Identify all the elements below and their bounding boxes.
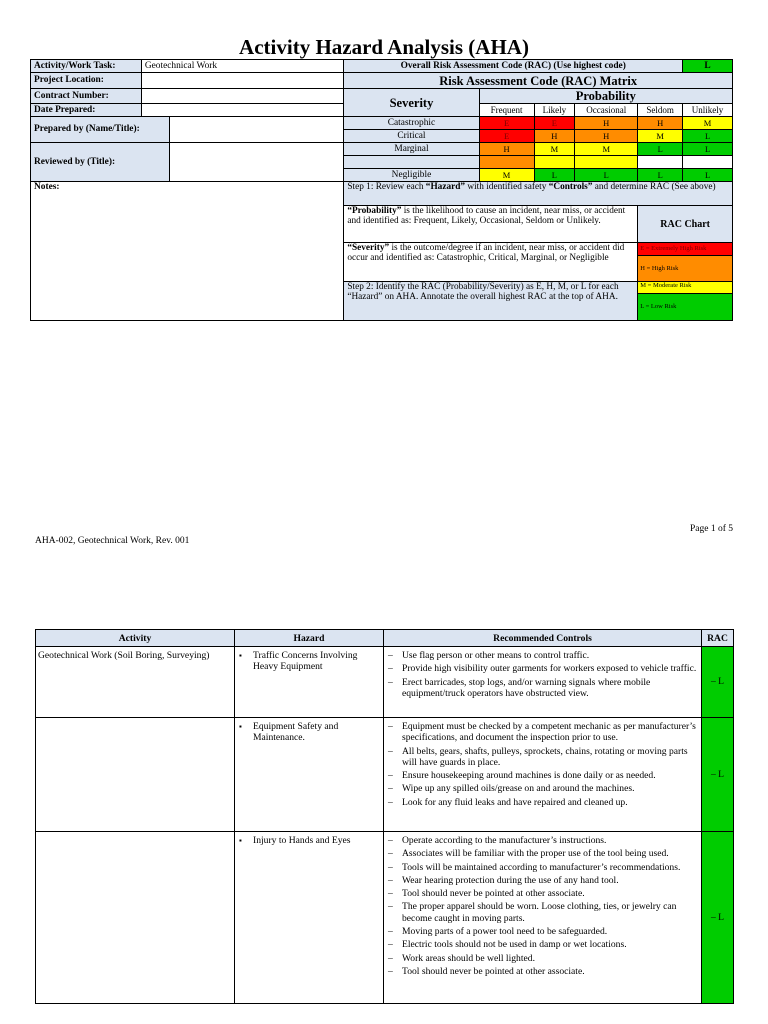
project-location-label: Project Location:	[31, 73, 142, 89]
control-item: – Associates will be familiar with the proper use of the tool being used.	[386, 848, 699, 859]
control-item: – Erect barricades, stop logs, and/or warning signals where mobile equipment/truck operators have obstructed view.	[386, 677, 699, 700]
rac-cell-blank	[534, 156, 575, 169]
severity-catastrophic: Catastrophic	[344, 117, 479, 130]
overall-rac-label: Overall Risk Assessment Code (RAC) (Use highest code)	[344, 60, 683, 73]
hazard-header: Hazard	[235, 630, 384, 647]
aha-header-table	[30, 59, 733, 321]
date-prepared-field[interactable]	[141, 104, 343, 117]
rac-value: – L	[702, 832, 734, 1004]
control-item: – Equipment must be checked by a competent mechanic as per manufacturer’s specifications, and document the inspection prior to use.	[386, 721, 699, 744]
severity-negligible: Negligible	[344, 169, 479, 182]
hazard-cell: ▪ Equipment Safety and Maintenance.	[235, 718, 384, 832]
hazard-cell: ▪ Injury to Hands and Eyes	[235, 832, 384, 1004]
reviewed-by-label: Reviewed by (Title):	[31, 143, 170, 182]
rac-value: – L	[702, 647, 734, 718]
page-number: Page 1 of 5	[689, 524, 733, 534]
control-item: – Tool should never be pointed at other associate.	[386, 888, 699, 899]
rac-cell: L	[638, 143, 683, 156]
control-item: – Tools will be maintained according to manufacturer’s recommendations.	[386, 862, 699, 873]
control-item: – Use flag person or other means to control traffic.	[386, 650, 699, 661]
controls-cell	[384, 718, 702, 832]
probability-header: Probability	[479, 89, 732, 104]
control-item: – Moving parts of a power tool need to be safeguarded.	[386, 926, 699, 937]
controls-cell	[384, 647, 702, 718]
rac-cell: L	[683, 130, 733, 143]
severity-spacer	[344, 156, 479, 169]
prob-occasional: Occasional	[575, 104, 638, 117]
control-item: – Wipe up any spilled oils/grease on and around the machines.	[386, 783, 699, 794]
control-item: – Look for any fluid leaks and have repaired and cleaned up.	[386, 797, 699, 808]
date-prepared-label: Date Prepared:	[31, 104, 142, 117]
control-item: – Tool should never be pointed at other associate.	[386, 966, 699, 977]
control-item: – Wear hearing protection during the use of any hand tool.	[386, 875, 699, 886]
activity-cell	[36, 832, 235, 1004]
table-row	[36, 832, 734, 1004]
overall-rac-value[interactable]: L	[683, 60, 733, 73]
rac-cell: L	[638, 169, 683, 182]
controls-cell	[384, 832, 702, 1004]
contract-number-label: Contract Number:	[31, 89, 142, 104]
prob-likely: Likely	[534, 104, 575, 117]
prob-unlikely: Unlikely	[683, 104, 733, 117]
rac-cell: H	[479, 143, 534, 156]
legend-moderate: M = Moderate Risk	[638, 282, 732, 294]
activity-header: Activity	[36, 630, 235, 647]
controls-header: Recommended Controls	[384, 630, 702, 647]
severity-definition: “Severity” is the outcome/degree if an incident, near miss, or accident did occur and identified as: Catastrophic, Critical, Marginal, or Negligible	[344, 243, 638, 282]
hazard-cell: ▪ Traffic Concerns Involving Heavy Equipment	[235, 647, 384, 718]
control-item: – Work areas should be well lighted.	[386, 953, 699, 964]
reviewed-by-field[interactable]	[170, 143, 344, 182]
rac-cell: M	[683, 117, 733, 130]
rac-cell-blank	[683, 156, 733, 169]
rac-cell: H	[575, 130, 638, 143]
rac-cell: H	[638, 117, 683, 130]
hazard-table	[35, 629, 734, 1004]
rac-cell: H	[534, 130, 575, 143]
rac-cell-blank	[479, 156, 534, 169]
rac-header: RAC	[702, 630, 734, 647]
activity-cell	[36, 718, 235, 832]
legend-moderate-low	[638, 282, 733, 321]
step2-text: Step 2: Identify the RAC (Probability/Severity) as E, H, M, or L for each “Hazard” on AHA. Annotate the overall highest RAC at the top of AHA.	[344, 282, 638, 321]
rac-cell: M	[575, 143, 638, 156]
rac-cell: H	[575, 117, 638, 130]
rac-cell: L	[683, 143, 733, 156]
project-location-field[interactable]	[141, 73, 343, 89]
notes-label: Notes:	[31, 182, 344, 321]
rac-value: – L	[702, 718, 734, 832]
severity-critical: Critical	[344, 130, 479, 143]
contract-number-field[interactable]	[141, 89, 343, 104]
prob-frequent: Frequent	[479, 104, 534, 117]
control-item: – Electric tools should not be used in damp or wet locations.	[386, 939, 699, 950]
control-item: – All belts, gears, shafts, pulleys, sprockets, chains, rotating or moving parts will have guards in place.	[386, 746, 699, 769]
rac-cell: M	[479, 169, 534, 182]
rac-cell: E	[479, 130, 534, 143]
step1-text: Step 1: Review each “Hazard” with identified safety “Controls” and determine RAC (See above)	[344, 182, 733, 206]
activity-label: Activity/Work Task:	[31, 60, 142, 73]
probability-definition: “Probability” is the likelihood to cause an incident, near miss, or accident and identified as: Frequent, Likely, Occasional, Seldom or Unlikely.	[344, 206, 638, 243]
prob-seldom: Seldom	[638, 104, 683, 117]
activity-value[interactable]: Geotechnical Work	[141, 60, 343, 73]
severity-marginal: Marginal	[344, 143, 479, 156]
document-title: Activity Hazard Analysis (AHA)	[239, 35, 529, 59]
control-item: – Provide high visibility outer garments for workers exposed to vehicle traffic.	[386, 663, 699, 674]
control-item: – The proper apparel should be worn. Loose clothing, ties, or jewelry can become caught in moving parts.	[386, 901, 699, 924]
rac-cell: M	[638, 130, 683, 143]
rac-cell: L	[575, 169, 638, 182]
rac-cell: E	[479, 117, 534, 130]
matrix-title: Risk Assessment Code (RAC) Matrix	[344, 73, 733, 89]
footer-text: AHA-002, Geotechnical Work, Rev. 001	[35, 536, 190, 546]
prepared-by-field[interactable]	[170, 117, 344, 143]
legend-high: H = High Risk	[638, 256, 733, 282]
rac-cell: L	[683, 169, 733, 182]
prepared-by-label: Prepared by (Name/Title):	[31, 117, 170, 143]
rac-cell-blank	[638, 156, 683, 169]
rac-cell: E	[534, 117, 575, 130]
rac-cell: L	[534, 169, 575, 182]
legend-extreme: E = Extremely High Risk	[638, 243, 733, 256]
severity-header: Severity	[344, 89, 479, 117]
rac-cell-blank	[575, 156, 638, 169]
control-item: – Ensure housekeeping around machines is done daily or as needed.	[386, 770, 699, 781]
table-row	[36, 647, 734, 718]
legend-low: L = Low Risk	[638, 294, 732, 320]
rac-chart-title: RAC Chart	[638, 206, 733, 243]
table-row	[36, 718, 734, 832]
control-item: – Operate according to the manufacturer’s instructions.	[386, 835, 699, 846]
rac-cell: M	[534, 143, 575, 156]
activity-cell: Geotechnical Work (Soil Boring, Surveying)	[36, 647, 235, 718]
